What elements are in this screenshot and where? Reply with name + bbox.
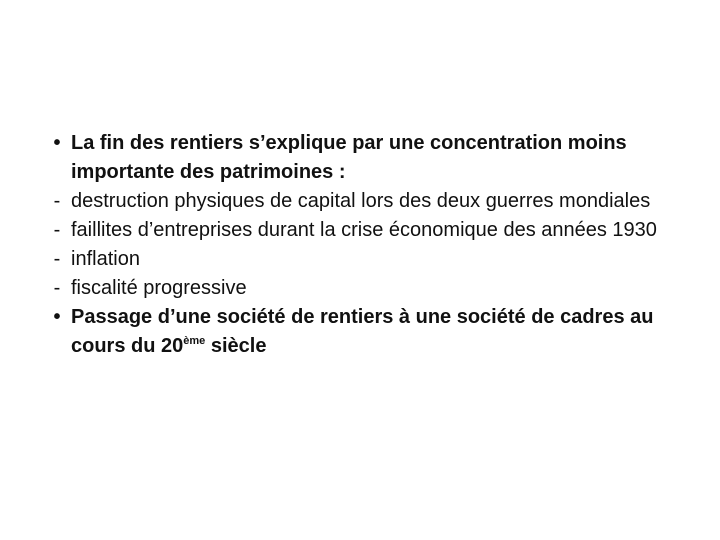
bullet-item-main-2	[49, 303, 689, 361]
sub-item-faillites	[49, 216, 689, 245]
dash-marker: -	[53, 248, 61, 270]
bullet-list	[49, 129, 689, 361]
dash-marker: -	[53, 219, 61, 241]
bullet-text-before: Passage d’une société de rentiers à une société de cadres au cours du 20	[71, 306, 654, 357]
ordinal-superscript: ème	[183, 335, 206, 347]
sub-item-text: destruction physiques de capital lors des deux guerres mondiales	[71, 190, 651, 212]
dash-marker: -	[53, 277, 61, 299]
sub-item-fiscalite	[49, 274, 689, 303]
sub-item-text: inflation	[71, 248, 140, 270]
bullet-text-after: siècle	[205, 335, 267, 357]
bullet-marker: •	[53, 306, 61, 328]
sub-item-destruction	[49, 187, 689, 216]
bullet-text: La fin des rentiers s’explique par une concentration moins importante des patrimoines :	[71, 132, 627, 183]
bullet-item-main-1	[49, 129, 689, 187]
bullet-marker: •	[53, 132, 61, 154]
sub-item-inflation	[49, 245, 689, 274]
dash-marker: -	[53, 190, 61, 212]
sub-item-text: faillites d’entreprises durant la crise économique des années 1930	[71, 219, 657, 241]
sub-item-text: fiscalité progressive	[71, 277, 247, 299]
